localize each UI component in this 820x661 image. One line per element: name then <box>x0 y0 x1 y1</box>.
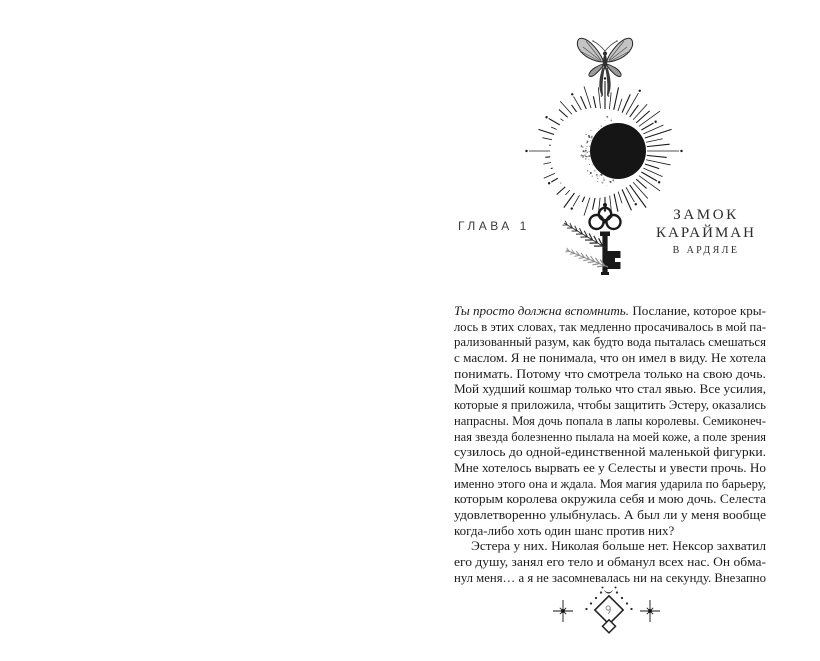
butterfly-icon <box>577 38 632 106</box>
text-line: нул меня… а я не засомневалась ни на секунду. Внезапно <box>454 569 766 585</box>
scene-divider-ornament <box>540 585 675 640</box>
text-line: напрасны. Моя дочь попала в лапы королевы. Семиконеч- <box>454 412 766 428</box>
moon-disc <box>550 108 640 198</box>
text-line: понимать. Потому что смотрела только на свою дочь. <box>454 365 766 381</box>
chapter-number-label: ГЛАВА 1 <box>458 219 530 233</box>
chapter-title-line2: КАРАЙМАН <box>656 225 756 241</box>
text-line: Мне хотелось вырвать ее у Селесты и увести прочь. Но <box>454 459 766 475</box>
text-line: удовлетворенно улыбнулась. А был ли у меня вообще <box>454 506 767 522</box>
tiny-crescent-icon <box>604 590 614 594</box>
moon-stipple <box>581 116 615 186</box>
sparkle-icons <box>553 600 660 622</box>
text-line: которым королева окружила себя и мою дочь. Селеста <box>454 491 767 507</box>
laurel-branch-icon <box>563 221 608 267</box>
text-line: Эстера у них. Николая больше нет. Нексор захватил <box>471 538 766 554</box>
text-line: Мой худший кошмар только что стал явью. Все усилия, <box>454 381 766 397</box>
body-text <box>454 303 766 585</box>
key-icon <box>590 203 621 275</box>
text-line: именно этого она и ждала. Моя магия ударила по барьеру, <box>454 475 766 491</box>
text-line: ная звезда болезненно пылала на моей коже, а поле зрения <box>454 428 767 444</box>
chapter-title-line3: В АРДЯЛЕ <box>672 245 740 256</box>
text-line: которые я приложила, чтобы защитить Эстеру, оказались <box>454 397 767 413</box>
chapter-title <box>640 206 772 257</box>
sunburst-rays-icon <box>525 77 682 217</box>
text-line: Ты просто должна вспомнить. Послание, которое кры- <box>454 303 767 318</box>
text-line: с маслом. Я не понимала, что он имел в виду. Не хотела <box>454 350 766 366</box>
text-line: когда-либо хоть один шанс против них? <box>454 522 675 538</box>
moon-shadow <box>590 123 646 179</box>
diamond-ornament-icon <box>585 587 632 633</box>
text-line: рализованный разум, как будто вода пыталась смешаться <box>454 334 767 350</box>
text-line: сузилось до одной-единственной маленькой фигурки. <box>454 444 767 460</box>
text-line: лось в этих словах, так медленно просачивалось в мой па- <box>454 318 767 334</box>
text-line: его душу, занял его тело и обманул всех нас. Он обма- <box>454 554 767 569</box>
chapter-title-line1: ЗАМОК <box>673 207 739 223</box>
